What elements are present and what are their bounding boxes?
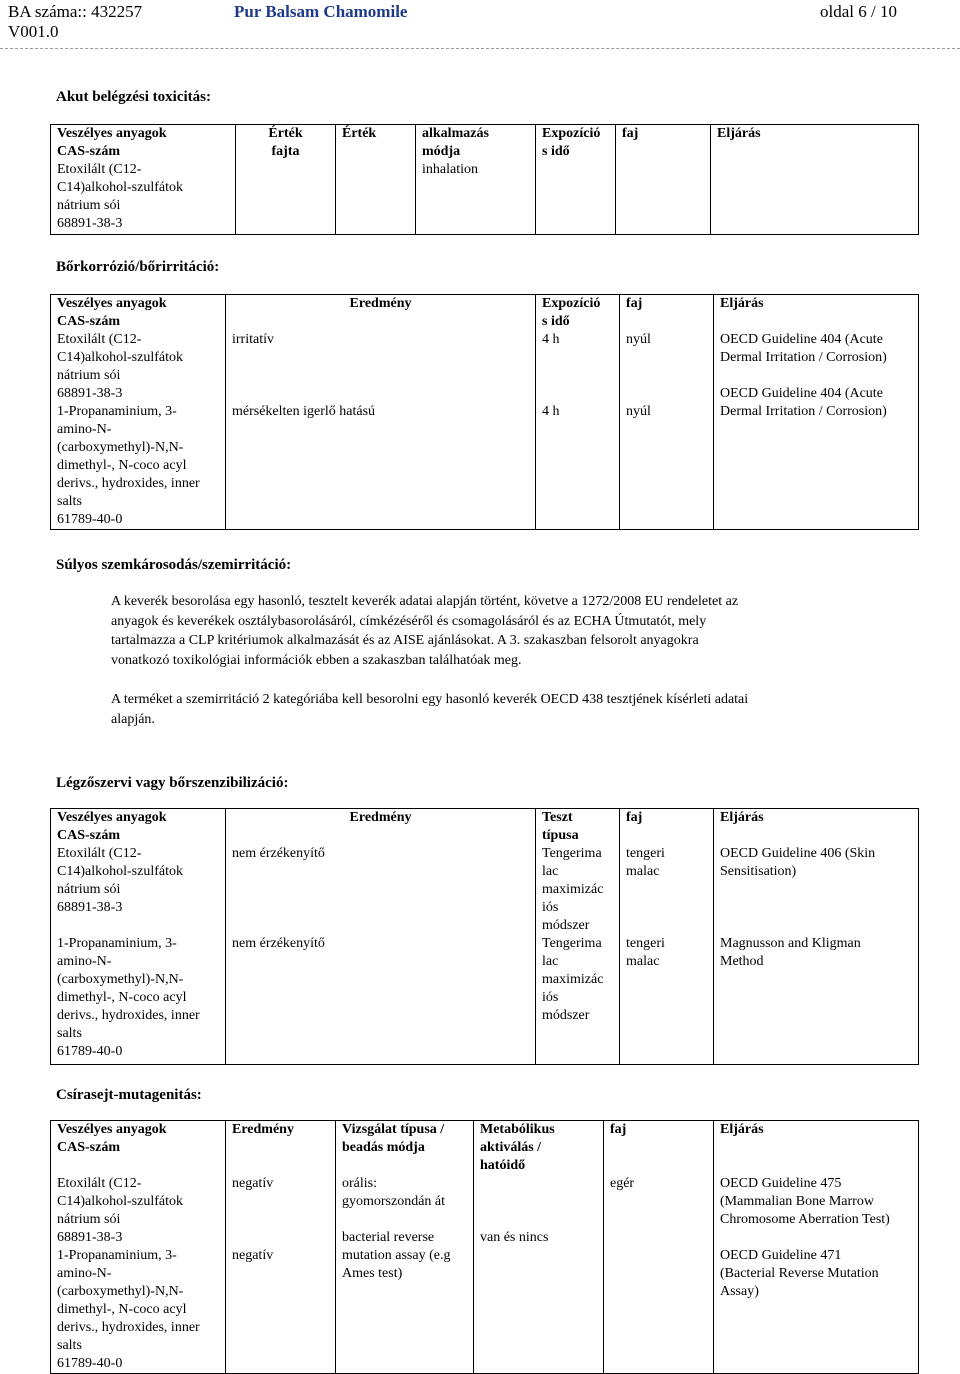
header-label: Eredmény [349, 810, 412, 825]
header-label: Expozíció [542, 126, 601, 141]
species-value: egér [610, 1176, 635, 1191]
method-value: (Bacterial Reverse Mutation [720, 1266, 879, 1281]
product-name: Pur Balsam Chamomile [234, 2, 408, 21]
species-value: nyúl [626, 332, 651, 347]
mutagenicity-table [50, 1120, 919, 1374]
header-label: Veszélyes anyagok [57, 810, 167, 825]
test-value: Tengerima [542, 936, 602, 951]
test-value: mutation assay (e.g [342, 1248, 451, 1263]
sensitisation-table [50, 808, 919, 1065]
test-value: lac [542, 954, 559, 969]
substance-name: nátrium sói [57, 198, 121, 213]
method-value: OECD Guideline 404 (Acute [720, 332, 883, 347]
substance-name: Etoxilált (C12- [57, 332, 142, 347]
header-label: beadás módja [342, 1140, 425, 1155]
substance-name: C14)alkohol-szulfátok [57, 864, 183, 879]
header-label: hatóidő [480, 1158, 526, 1173]
substance-name: Etoxilált (C12- [57, 162, 142, 177]
muta-method-cell [714, 1121, 919, 1374]
method-value: OECD Guideline 406 (Skin [720, 846, 876, 861]
test-value: orális: [342, 1176, 377, 1191]
acute-exposure-cell [536, 125, 616, 235]
metabolic-value [480, 1175, 597, 1193]
cas-number: 61789-40-0 [57, 1356, 123, 1371]
acute-value-type-cell [236, 125, 336, 235]
header-label: Teszt [542, 810, 573, 825]
header-label: módja [422, 144, 461, 159]
sens-species-cell [620, 809, 714, 1065]
test-value: Ames test) [342, 1266, 403, 1281]
muta-metabolic-cell [474, 1121, 604, 1374]
skin-exposure-cell [536, 295, 620, 530]
result-value: mérsékelten igerlő hatású [232, 404, 376, 419]
skin-species-cell [620, 295, 714, 530]
method-value: Sensitisation) [720, 864, 797, 879]
substance-name: derivs., hydroxides, inner [57, 476, 200, 491]
header-label: s idő [542, 144, 570, 159]
header-label: CAS-szám [57, 1140, 120, 1155]
substance-name: salts [57, 1026, 82, 1041]
paragraph-line: A keverék besorolása egy hasonló, tesztelt keverék adatai alapján történt, követve a 1272/2008 EU rendeletet az [111, 594, 739, 609]
header-label: CAS-szám [57, 144, 120, 159]
test-value: módszer [542, 918, 590, 933]
header-label: faj [626, 296, 643, 311]
muta-substance-cell [51, 1121, 226, 1374]
eye-paragraph-1 [111, 592, 911, 670]
sens-substance-cell [51, 809, 226, 1065]
method-value: OECD Guideline 475 [720, 1176, 842, 1191]
header-label: aktiválás / [480, 1140, 542, 1155]
header-label: Eredmény [232, 1122, 294, 1137]
substance-name: dimethyl-, N-coco acyl [57, 1302, 187, 1317]
method-value: Magnusson and Kligman [720, 936, 861, 951]
route-value: inhalation [422, 162, 478, 177]
substance-name: nátrium sói [57, 882, 121, 897]
skin-substance-cell [51, 295, 226, 530]
header-label: faj [622, 126, 639, 141]
substance-name: 1-Propanaminium, 3- [57, 1248, 177, 1263]
substance-name: derivs., hydroxides, inner [57, 1320, 200, 1335]
substance-name: 1-Propanaminium, 3- [57, 936, 177, 951]
method-value: Method [720, 954, 764, 969]
section-title-sensitisation: Légzőszervi vagy bőrszenzibilizáció: [56, 775, 289, 791]
header-label: Eljárás [717, 126, 761, 141]
substance-name: salts [57, 1338, 82, 1353]
method-value: Dermal Irritation / Corrosion) [720, 404, 887, 419]
header-label: Veszélyes anyagok [57, 1122, 167, 1137]
header-label: Expozíció [542, 296, 601, 311]
test-value: módszer [542, 1008, 590, 1023]
header-label: faj [626, 810, 643, 825]
cas-number: 68891-38-3 [57, 1230, 123, 1245]
method-value: OECD Guideline 471 [720, 1248, 842, 1263]
header-label: Vizsgálat típusa / [342, 1122, 445, 1137]
substance-name: nátrium sói [57, 1212, 121, 1227]
header-label: alkalmazás [422, 126, 489, 141]
result-value: negatív [232, 1176, 274, 1191]
sens-test-cell [536, 809, 620, 1065]
species-value: nyúl [626, 404, 651, 419]
substance-name: Etoxilált (C12- [57, 1176, 142, 1191]
acute-value-cell [336, 125, 416, 235]
substance-name: C14)alkohol-szulfátok [57, 180, 183, 195]
sens-method-cell [714, 809, 919, 1065]
test-value: gyomorszondán át [342, 1194, 446, 1209]
skin-table [50, 294, 919, 530]
substance-name: (carboxymethyl)-N,N- [57, 1284, 184, 1299]
substance-name: dimethyl-, N-coco acyl [57, 990, 187, 1005]
cas-number: 68891-38-3 [57, 900, 123, 915]
header-label: Érték [342, 126, 377, 141]
method-value: (Mammalian Bone Marrow [720, 1194, 874, 1209]
test-value: maximizác [542, 882, 604, 897]
substance-name: derivs., hydroxides, inner [57, 1008, 200, 1023]
cas-number: 68891-38-3 [57, 386, 123, 401]
acute-route-cell [416, 125, 536, 235]
eye-paragraph-2 [111, 690, 911, 729]
muta-test-cell [336, 1121, 474, 1374]
header-label: Veszélyes anyagok [57, 126, 167, 141]
acute-substance-cell [51, 125, 236, 235]
result-value: negatív [232, 1248, 274, 1263]
method-value: Assay) [720, 1284, 759, 1299]
cas-number: 61789-40-0 [57, 512, 123, 527]
test-value: Tengerima [542, 846, 602, 861]
header-divider [0, 48, 960, 49]
header-label: fajta [271, 144, 300, 159]
species-value: tengeri [626, 846, 665, 861]
exposure-value: 4 h [542, 404, 560, 419]
species-value: tengeri [626, 936, 665, 951]
header-label: CAS-szám [57, 828, 120, 843]
acute-table [50, 124, 919, 235]
header-label: faj [610, 1122, 627, 1137]
section-title-eye: Súlyos szemkárosodás/szemirritáció: [56, 557, 292, 573]
header-label: Eljárás [720, 296, 764, 311]
test-value: bacterial reverse [342, 1230, 435, 1245]
header-label: Eljárás [720, 810, 764, 825]
method-value: Chromosome Aberration Test) [720, 1212, 890, 1227]
paragraph-line: alapján. [111, 711, 155, 727]
header-label: Veszélyes anyagok [57, 296, 167, 311]
paragraph-line: anyagok és keverékek osztálybasorolásáról, címkézéséről és csomagolásáról és az ECHA Útmutatót, mely [111, 613, 707, 629]
substance-name: salts [57, 494, 82, 509]
substance-name: nátrium sói [57, 368, 121, 383]
substance-name: 1-Propanaminium, 3- [57, 404, 177, 419]
cas-number: 68891-38-3 [57, 216, 123, 231]
substance-name: (carboxymethyl)-N,N- [57, 972, 184, 987]
section-title-acute: Akut belégzési toxicitás: [56, 89, 211, 105]
substance-name: dimethyl-, N-coco acyl [57, 458, 187, 473]
substance-name: (carboxymethyl)-N,N- [57, 440, 184, 455]
header-label: típusa [542, 828, 579, 843]
paragraph-line: vonatkozó toxikológiai információk ebben a szakaszban találhatóak meg. [111, 652, 522, 668]
muta-result-cell [226, 1121, 336, 1374]
page-number: oldal 6 / 10 [820, 2, 897, 21]
paragraph-line: tartalmazza a CLP kritériumok alkalmazását és az AISE ajánlásokat. A 3. szakaszban felsorolt anyagokra [111, 633, 699, 648]
acute-species-cell [616, 125, 711, 235]
paragraph-line: A terméket a szemirritáció 2 kategóriába kell besorolni egy hasonló keverék OECD 438 tesztjének kísérleti adatai [111, 692, 749, 707]
substance-name: amino-N- [57, 1266, 112, 1281]
test-value: iós [542, 990, 559, 1005]
test-value: lac [542, 864, 559, 879]
test-value: iós [542, 900, 559, 915]
method-value: OECD Guideline 404 (Acute [720, 386, 883, 401]
substance-name: C14)alkohol-szulfátok [57, 1194, 183, 1209]
section-title-mutagenicity: Csírasejt-mutagenitás: [56, 1087, 202, 1103]
header-label: CAS-szám [57, 314, 120, 329]
substance-name: Etoxilált (C12- [57, 846, 142, 861]
header-label: Eljárás [720, 1122, 764, 1137]
method-value: Dermal Irritation / Corrosion) [720, 350, 887, 365]
test-value: maximizác [542, 972, 604, 987]
sens-result-cell [226, 809, 536, 1065]
metabolic-value: van és nincs [480, 1230, 549, 1245]
result-value: irritatív [232, 332, 274, 347]
result-value: nem érzékenyítő [232, 846, 325, 861]
header-label: Eredmény [349, 296, 412, 311]
cas-number: 61789-40-0 [57, 1044, 123, 1059]
substance-name: amino-N- [57, 954, 112, 969]
section-title-skin: Bőrkorrózió/bőrirritáció: [56, 259, 220, 275]
exposure-value: 4 h [542, 332, 560, 347]
muta-species-cell [604, 1121, 714, 1374]
document-id: BA száma:: 432257 [8, 2, 143, 21]
document-version: V001.0 [8, 22, 59, 41]
species-value: malac [626, 864, 660, 879]
skin-result-cell [226, 295, 536, 530]
acute-method-cell [711, 125, 919, 235]
result-value: nem érzékenyítő [232, 936, 325, 951]
skin-method-cell [714, 295, 919, 530]
header-label: Metabólikus [480, 1122, 555, 1137]
substance-name: amino-N- [57, 422, 112, 437]
substance-name: C14)alkohol-szulfátok [57, 350, 183, 365]
header-label: Érték [268, 126, 303, 141]
species-value: malac [626, 954, 660, 969]
header-label: s idő [542, 314, 570, 329]
